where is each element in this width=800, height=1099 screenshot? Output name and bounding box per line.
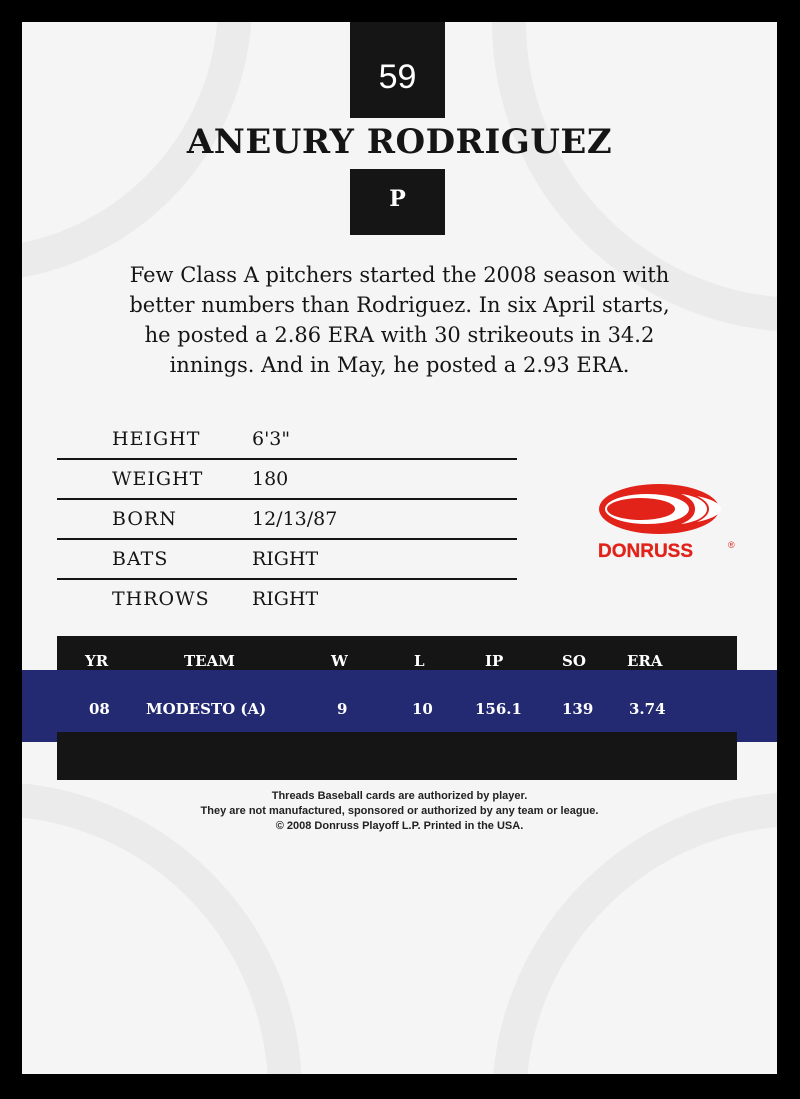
vital-value: RIGHT: [252, 548, 319, 570]
stat-l: 10: [412, 700, 433, 718]
stats-header-yr: YR: [85, 652, 109, 670]
player-name: ANEURY RODRIGUEZ: [186, 122, 613, 162]
background-arc-bottom-right: [492, 792, 777, 1074]
vital-label: BATS: [112, 548, 169, 570]
stats-header-so: SO: [562, 652, 586, 670]
stat-team: MODESTO (A): [146, 700, 267, 718]
player-position: P: [350, 169, 445, 235]
stats-header-l: L: [414, 652, 425, 670]
stat-yr: 08: [89, 700, 110, 718]
stats-footer-bar: [57, 732, 737, 780]
stats-header-team: TEAM: [184, 652, 235, 670]
player-bio: Few Class A pitchers started the 2008 season with better numbers than Rodriguez. In six April starts, he posted a 2.86 ERA with 30 strikeouts in 34.2 innings. And in May, he posted a 2.93 ERA.: [129, 263, 670, 377]
legal-line: Threads Baseball cards are authorized by player.: [271, 790, 528, 802]
brand-wordmark: DONRUSS: [598, 541, 694, 562]
vital-label: THROWS: [112, 588, 210, 610]
vital-label: HEIGHT: [112, 428, 201, 450]
vital-value: 6'3": [252, 428, 291, 450]
donruss-logo-icon: [597, 482, 737, 567]
vital-label: BORN: [112, 508, 177, 530]
stats-header-ip: IP: [485, 652, 504, 670]
vital-value: 180: [252, 468, 289, 490]
vital-row-bats: [57, 540, 517, 580]
vital-row-height: [57, 420, 517, 460]
vital-label: WEIGHT: [112, 468, 204, 490]
vital-value: RIGHT: [252, 588, 319, 610]
vital-row-throws: [57, 580, 517, 620]
vital-row-born: [57, 500, 517, 540]
stats-header-era: ERA: [627, 652, 663, 670]
stat-so: 139: [562, 700, 594, 718]
vital-value: 12/13/87: [252, 508, 338, 530]
registered-mark: ®: [728, 540, 735, 550]
stat-era: 3.74: [629, 700, 666, 718]
stat-ip: 156.1: [475, 700, 522, 718]
legal-line: © 2008 Donruss Playoff L.P. Printed in the USA.: [275, 820, 524, 832]
vital-row-weight: [57, 460, 517, 500]
card-number: 59: [350, 22, 445, 118]
legal-line: They are not manufactured, sponsored or authorized by any team or league.: [200, 805, 599, 817]
legal-text: [22, 789, 777, 834]
stat-w: 9: [337, 700, 348, 718]
stats-header-w: W: [331, 652, 348, 670]
card-back: [22, 22, 777, 1074]
